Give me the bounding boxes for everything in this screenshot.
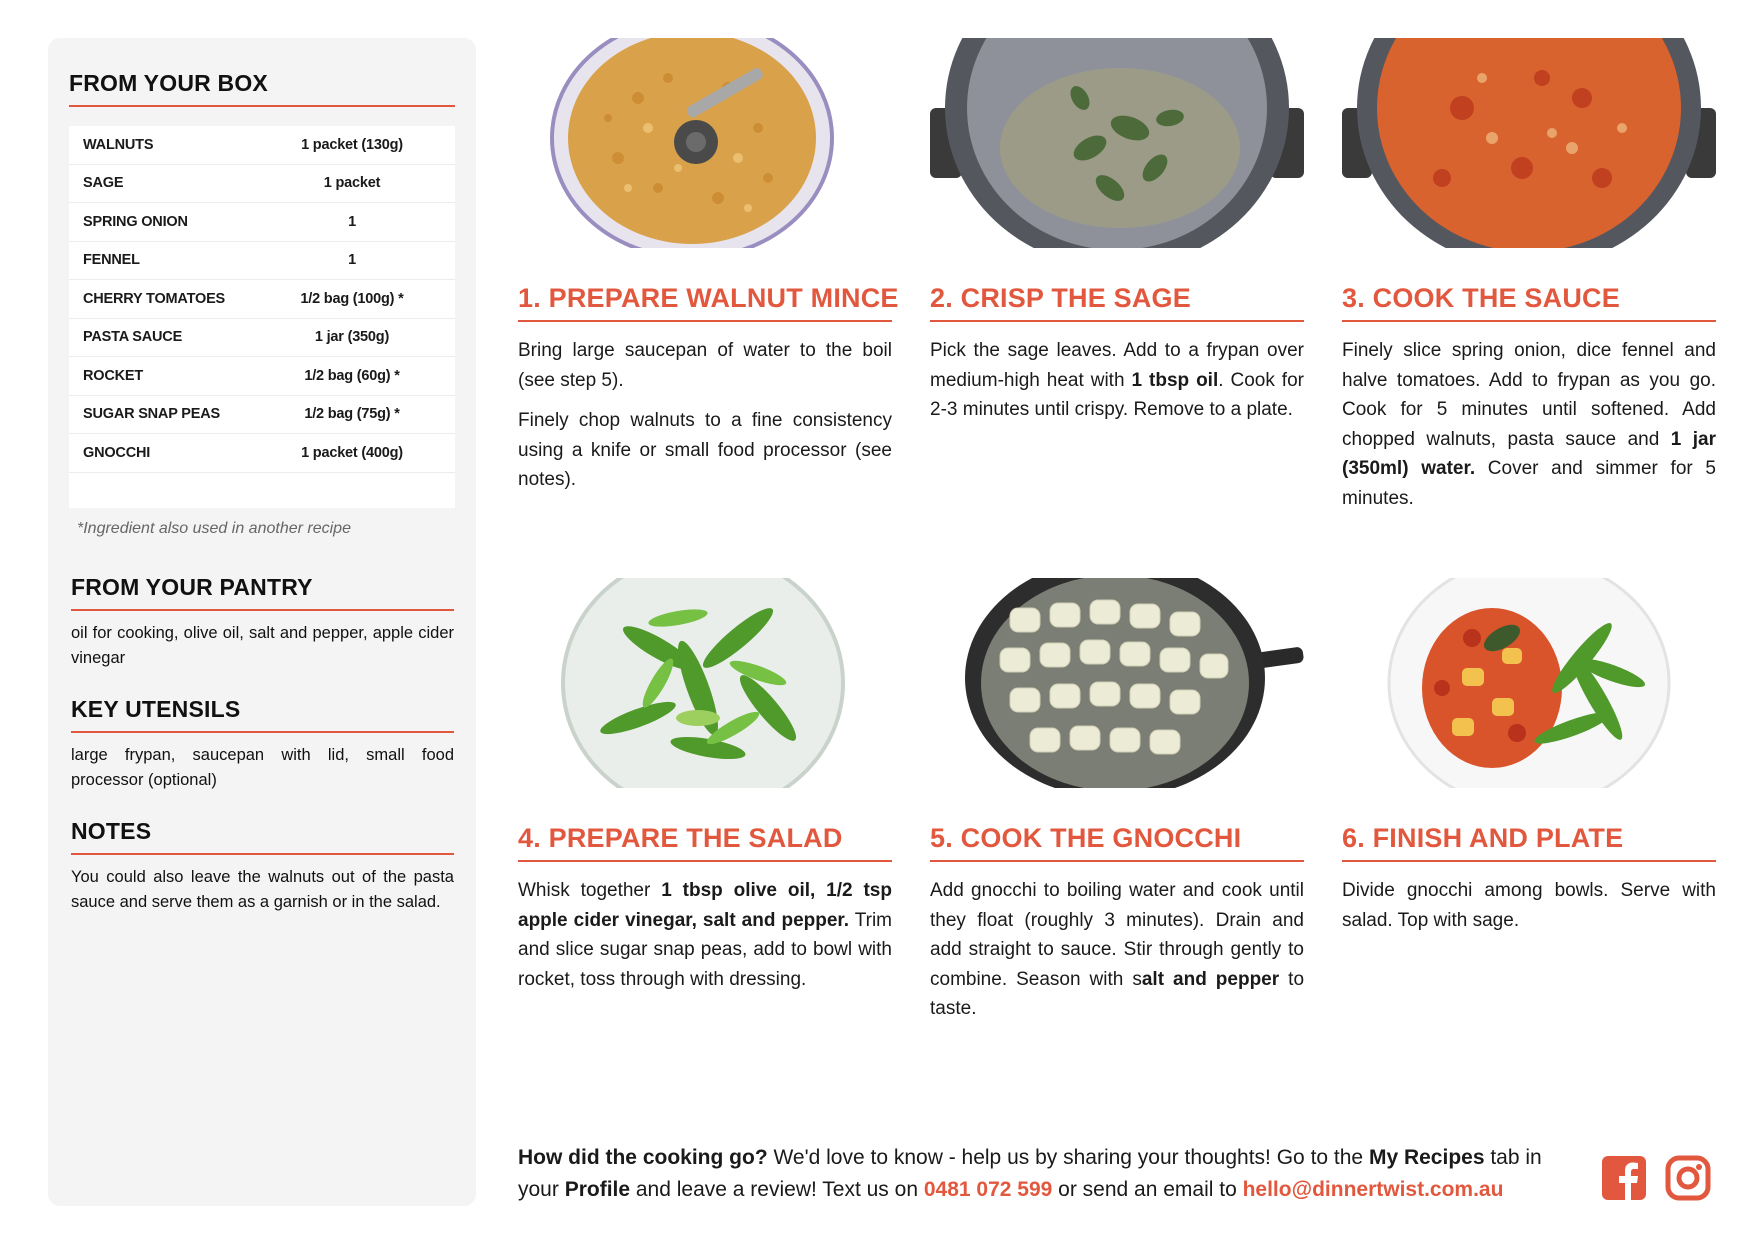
utensils-section (71, 696, 454, 793)
step-title: 4. PREPARE THE SALAD (518, 823, 892, 862)
profile-label: Profile (564, 1178, 631, 1201)
pantry-section (71, 574, 454, 671)
step-text (518, 876, 892, 994)
ingredient-row (69, 165, 455, 204)
ingredient-row (69, 203, 455, 242)
ingredient-name: WALNUTS (83, 136, 154, 153)
sage-frypan-photo (930, 38, 1304, 248)
ingredient-name: CHERRY TOMATOES (83, 290, 226, 307)
step-title: 6. FINISH AND PLATE (1342, 823, 1716, 862)
step-1 (518, 38, 899, 495)
email-link[interactable]: hello@dinnertwist.com.au (1242, 1178, 1504, 1201)
sauce-frypan-photo (1342, 38, 1716, 248)
my-recipes-tab: My Recipes (1368, 1146, 1485, 1169)
notes-text: You could also leave the walnuts out of the pasta sauce and serve them as a garnish or in the salad. (71, 868, 454, 911)
ingredient-row (69, 434, 455, 473)
ingredient-row (69, 280, 455, 319)
ingredient-qty: 1 (348, 213, 356, 230)
step-3 (1342, 38, 1716, 513)
step-title: 3. COOK THE SAUCE (1342, 283, 1716, 322)
notes-title: NOTES (71, 818, 454, 855)
step-4 (518, 578, 892, 994)
ingredient-row (69, 242, 455, 281)
ingredient-qty: 1 packet (130g) (301, 136, 403, 153)
ingredient-qty: 1 jar (350g) (314, 329, 390, 346)
ingredient-qty: 1 packet (400g) (301, 444, 403, 461)
step-paragraph: Finely chop walnuts to a fine consistency using a knife or small food processor (see notes). (518, 410, 892, 490)
pantry-text: oil for cooking, olive oil, salt and pepper, apple cider vinegar (71, 624, 454, 667)
ingredient-footnote: *Ingredient also used in another recipe (77, 520, 351, 537)
step-text (518, 336, 892, 495)
pantry-title: FROM YOUR PANTRY (71, 574, 454, 611)
utensils-title: KEY UTENSILS (71, 696, 454, 733)
step-title: 5. COOK THE GNOCCHI (930, 823, 1304, 862)
step-text (930, 876, 1304, 1024)
step-title: 1. PREPARE WALNUT MINCE (518, 283, 892, 322)
ingredient-name: SAGE (83, 175, 124, 192)
step-title: 2. CRISP THE SAGE (930, 283, 1304, 322)
step-6 (1342, 578, 1716, 935)
ingredient-name: FENNEL (83, 252, 140, 269)
ingredient-row (69, 357, 455, 396)
ingredients-table (69, 126, 455, 508)
gnocchi-pot-photo (930, 578, 1304, 788)
ingredient-row (69, 319, 455, 358)
from-your-box-title: FROM YOUR BOX (69, 70, 455, 107)
plated-dish-photo (1342, 578, 1716, 788)
ingredient-row (69, 396, 455, 435)
phone-link[interactable]: 0481 072 599 (923, 1178, 1053, 1201)
ingredients-sidebar (48, 38, 476, 1206)
ingredient-qty: 1/2 bag (100g) * (300, 290, 404, 307)
ingredient-name: PASTA SAUCE (83, 329, 183, 346)
ingredient-qty: 1/2 bag (60g) * (304, 367, 400, 384)
ingredient-qty: 1/2 bag (75g) * (304, 406, 400, 423)
step-2 (930, 38, 1304, 425)
step-paragraph: Whisk together 1 tbsp olive oil, 1/2 tsp apple cider vinegar, salt and pepper. Trim and slice sugar snap peas, add to bowl with rocket, toss through with dressing. (518, 880, 892, 990)
step-text (1342, 876, 1716, 935)
ingredient-qty: 1 packet (323, 175, 381, 192)
step-paragraph: Finely slice spring onion, dice fennel and halve tomatoes. Add to frypan as you go. Cook for 5 minutes until softened. Add chopped walnuts, pasta sauce and 1 jar (350ml) water. Cover and simmer for 5 minutes. (1342, 340, 1716, 509)
facebook-icon[interactable] (1600, 1154, 1648, 1202)
step-paragraph: Bring large saucepan of water to the boil (see step 5). (518, 340, 892, 391)
step-paragraph: Divide gnocchi among bowls. Serve with salad. Top with sage. (1342, 880, 1716, 931)
ingredient-name: SUGAR SNAP PEAS (83, 406, 220, 423)
step-5 (930, 578, 1304, 1024)
walnut-processor-photo (518, 38, 892, 248)
utensils-text: large frypan, saucepan with lid, small food processor (optional) (71, 746, 454, 789)
ingredient-row (69, 126, 455, 165)
ingredient-name: GNOCCHI (83, 444, 151, 461)
feedback-footer: How did the cooking go? We'd love to know - help us by sharing your thoughts! Go to the My Recipes tab in your Profile and leave a review! Text us on 0481 072 599 or send an email to hello@dinnertwist.com.au (518, 1146, 1542, 1201)
step-text (930, 336, 1304, 425)
instagram-icon[interactable] (1664, 1154, 1712, 1202)
ingredient-name: SPRING ONION (83, 213, 188, 230)
step-paragraph: Pick the sage leaves. Add to a frypan over medium-high heat with 1 tbsp oil. Cook for 2-3 minutes until crispy. Remove to a plate. (930, 340, 1304, 420)
step-paragraph: Add gnocchi to boiling water and cook until they float (roughly 3 minutes). Drain and add straight to sauce. Stir through gently to combine. Season with salt and pepper to taste. (930, 880, 1305, 1019)
notes-section (71, 818, 454, 915)
ingredient-name: ROCKET (83, 367, 144, 384)
step-text (1342, 336, 1716, 513)
salad-bowl-photo (518, 578, 892, 788)
ingredient-qty: 1 (348, 252, 356, 269)
feedback-question: How did the cooking go? (518, 1146, 768, 1169)
